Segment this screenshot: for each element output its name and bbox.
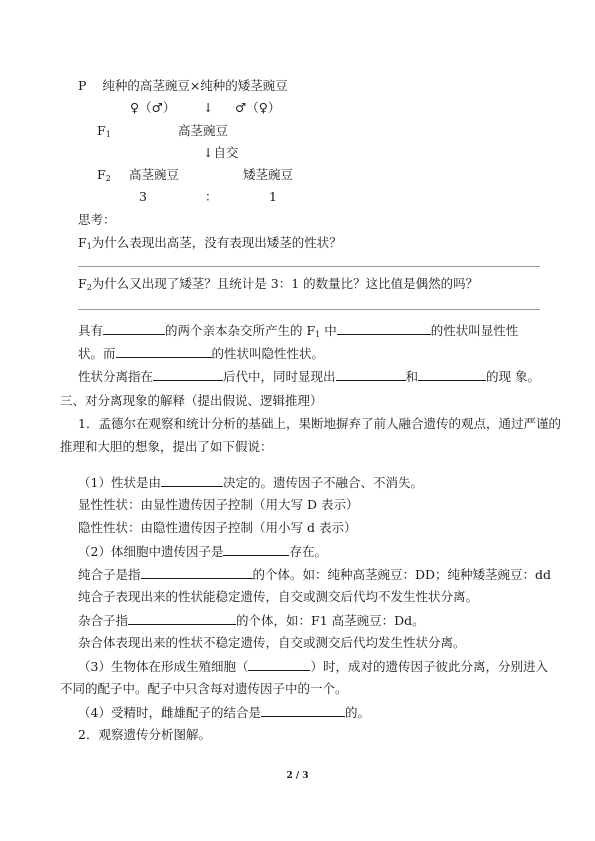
recessive-definition: 状。而 的性状叫隐性性状。	[78, 346, 325, 361]
dominant-definition: 具有 的两个亲本杂交所产生的 $F_1$ 中 的性状叫显性性	[78, 323, 519, 339]
ratio-3: 3	[139, 189, 147, 204]
hypothesis-2: （2）体细胞中遗传因子是 存在。	[78, 544, 327, 559]
answer-line-2[interactable]	[78, 309, 540, 310]
answer-line-1[interactable]	[78, 266, 540, 267]
hypothesis-1: （1）性状是由 决定的。遗传因子不融合、不消失。	[78, 475, 423, 490]
arrow-1: ↓	[203, 100, 214, 115]
blank[interactable]	[336, 368, 406, 381]
section-3-heading: 三、对分离现象的解释（提出假说、逻辑推理）	[60, 393, 323, 408]
segregation-end-text: 象。	[515, 369, 541, 384]
blank[interactable]	[418, 368, 486, 381]
hypothesis-3-line-2: 不同的配子中。配子中只含每对遗传因子中的一个。	[60, 681, 348, 696]
sex-1: ♀（♂）	[130, 100, 176, 115]
heterozygote-definition: 杂合子指 的个体，如：F1 高茎豌豆：Dd。	[78, 613, 425, 628]
homozygote-stable: 纯合子表现出来的性状能稳定遗传，自交或测交后代均不发生性状分离。	[78, 589, 479, 604]
f2-tall: 高茎豌豆	[129, 167, 180, 182]
heterozygote-unstable: 杂合体表现出来的性状不稳定遗传，自交或测交后代均发生性状分离。	[78, 635, 466, 650]
blank[interactable]	[103, 322, 165, 335]
self-cross-arrow: ↓自交	[203, 145, 239, 160]
paragraph-1-line-2: 推理和大胆的想象，提出了如下假说：	[60, 439, 273, 454]
blank[interactable]	[116, 345, 212, 358]
dominant-trait: 显性性状：由显性遗传因子控制（用大写 D 表示）	[78, 497, 359, 512]
homozygote-definition: 纯合子是指 的个体。如：纯种高茎豌豆：DD；纯种矮茎豌豆：dd	[78, 567, 552, 582]
f2-label: $F_2$	[97, 167, 111, 183]
f1-label: $F_1$	[97, 123, 111, 139]
blank[interactable]	[248, 658, 310, 671]
blank[interactable]	[161, 474, 223, 487]
page-number: 2 / 3	[286, 771, 309, 781]
ratio-1: 1	[269, 189, 277, 204]
question-2: $F_2$为什么又出现了矮茎？且统计是 3：1 的数量比？这比值是偶然的吗？	[78, 276, 479, 292]
recessive-trait: 隐性性状：由隐性遗传因子控制（用小写 d 表示）	[78, 520, 357, 535]
blank[interactable]	[337, 322, 431, 335]
hypothesis-3: （3）生物体在形成生殖细胞（ ）时，成对的遗传因子彼此分离，分别进入	[78, 659, 548, 674]
ratio-colon: ：	[205, 189, 218, 204]
blank[interactable]	[223, 543, 289, 556]
paragraph-1-line-1: 1．孟德尔在观察和统计分析的基础上，果断地摒弃了前人融合遗传的观点，通过严谨的	[78, 416, 561, 431]
blank[interactable]	[141, 566, 253, 579]
paragraph-2: 2．观察遗传分析图解。	[78, 727, 211, 742]
p-label: P	[78, 78, 87, 93]
blank[interactable]	[261, 704, 345, 717]
blank[interactable]	[128, 612, 236, 625]
f1-result: 高茎豌豆	[178, 123, 229, 138]
hypothesis-4: （4）受精时，雌雄配子的结合是 的。	[78, 705, 370, 720]
cross-p-line	[78, 78, 288, 94]
segregation-definition: 性状分离指在 后代中，同时显现出 和 的现 象。	[78, 369, 541, 384]
thinking-label: 思考：	[78, 212, 116, 227]
sex-2: ♂（♀）	[235, 100, 281, 115]
question-1: $F_1$为什么表现出高茎，没有表现出矮茎的性状？	[78, 235, 342, 251]
blank[interactable]	[153, 368, 223, 381]
f2-dwarf: 矮茎豌豆	[243, 167, 294, 182]
p-text: 纯种的高茎豌豆×纯种的矮茎豌豆	[102, 78, 288, 93]
